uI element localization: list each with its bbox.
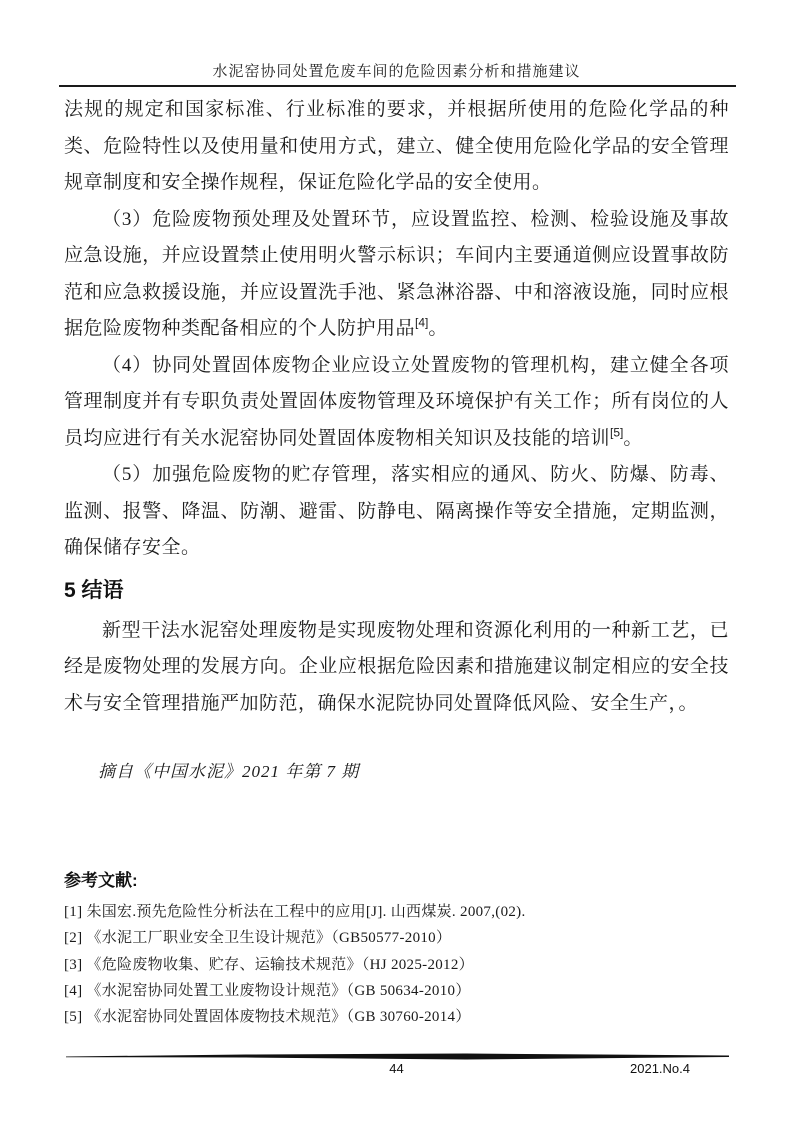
paragraph-item-4 — [64, 348, 729, 458]
running-header — [64, 60, 729, 81]
references-section — [64, 866, 729, 1030]
reference-item-5: [5] 《水泥窑协同处置固体废物技术规范》（GB 30760-2014） — [64, 1009, 471, 1026]
paragraph-item-3 — [64, 202, 729, 348]
header-rule — [59, 85, 736, 87]
page-content — [64, 92, 729, 1030]
running-header-title: 水泥窑协同处置危废车间的危险因素分析和措施建议 — [212, 64, 581, 80]
issue-label: 2021.No.4 — [630, 1061, 690, 1076]
references-heading: 参考文献: — [64, 871, 138, 890]
paragraph-item-5: （5）加强危险废物的贮存管理，落实相应的通风、防火、防爆、防毒、监测、报警、降温、防潮、避雷、防静电、隔离操作等安全措施，定期监测，确保储存安全。 — [64, 464, 729, 558]
reference-item-2: [2] 《水泥工厂职业安全卫生设计规范》（GB50577-2010） — [64, 930, 452, 947]
citation-superscript-4: [4] — [415, 315, 429, 330]
reference-item-1: [1] 朱国宏.预先危险性分析法在工程中的应用[J]. 山西煤炭. 2007,(02). — [64, 904, 526, 920]
paragraph-tail: 。 — [428, 318, 448, 339]
paragraph-continuation: 法规的规定和国家标准、行业标准的要求，并根据所使用的危险化学品的种类、危险特性以及使用量和使用方式，建立、健全使用危险化学品的安全管理规章制度和安全操作规程，保证危险化学品的安全使用。 — [64, 99, 729, 193]
page-number: 44 — [389, 1061, 404, 1076]
citation-superscript-5: [5] — [610, 425, 624, 440]
reference-item-4: [4] 《水泥窑协同处置工业废物设计规范》（GB 50634-2010） — [64, 982, 471, 999]
footer-rule — [66, 1053, 729, 1060]
paragraph-text: （4）协同处置固体废物企业应设立处置废物的管理机构，建立健全各项管理制度并有专职负责处置固体废物管理及环境保护有关工作；所有岗位的人员均应进行有关水泥窑协同处置固体废物相关知识及技能的培训 — [64, 354, 729, 449]
reference-item-3: [3] 《危险废物收集、贮存、运输技术规范》（HJ 2025-2012） — [64, 956, 474, 973]
paragraph-text: （3）危险废物预处理及处置环节，应设置监控、检测、检验设施及事故应急设施，并应设置禁止使用明火警示标识；车间内主要通道侧应设置事故防范和应急救援设施，并应设置洗手池、紧急淋浴器、中和溶液设施，同时应根据危险废物种类配备相应的个人防护用品 — [64, 208, 729, 339]
conclusion-paragraph: 新型干法水泥窑处理废物是实现废物处理和资源化利用的一种新工艺，已经是废物处理的发展方向。企业应根据危险因素和措施建议制定相应的安全技术与安全管理措施严加防范，确保水泥院协同处置降低风险、安全生产，。 — [64, 619, 729, 714]
section-heading-conclusion: 5 结语 — [64, 578, 124, 602]
paragraph-tail: 。 — [623, 427, 643, 449]
source-attribution: 摘自《中国水泥》2021 年第 7 期 — [98, 762, 360, 781]
